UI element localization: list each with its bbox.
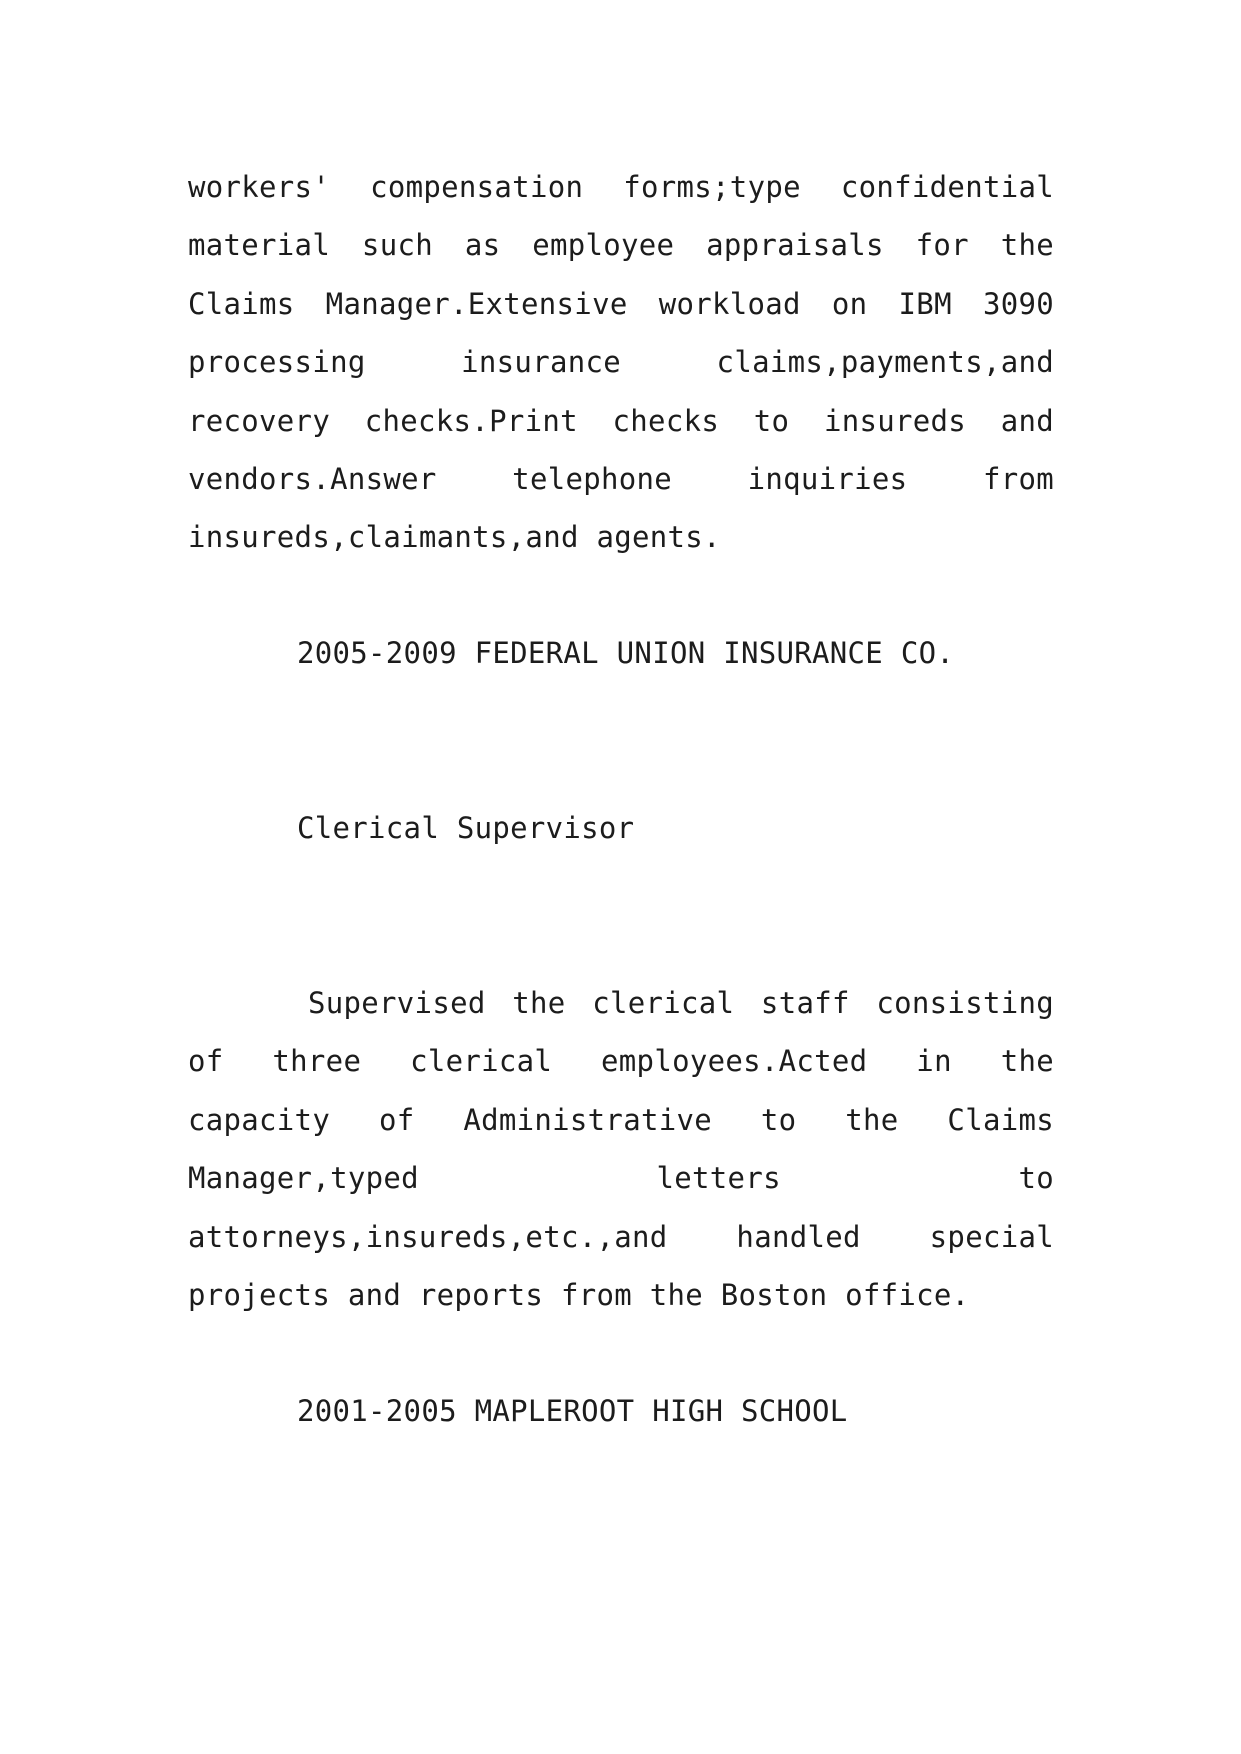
employer-heading: 2005-2009 FEDERAL UNION INSURANCE CO. — [297, 636, 955, 670]
supervisor-duties-paragraph: Supervised the clerical staff consisting of three clerical employees.Acted in the capacity of Administrative to the Claims Manager,typed letters to attorneys,insureds,etc.,and handled special projects and reports from the Boston office. — [188, 986, 1054, 1313]
job-duties-paragraph: workers' compensation forms;type confidential material such as employee appraisals for the Claims Manager.Extensive workload on IBM 3090 processing insurance claims,payments,and recovery checks.Print checks to insureds and vendors.Answer telephone inquiries from insureds,claimants,and agents. — [188, 170, 1054, 555]
job-title: Clerical Supervisor — [297, 811, 635, 845]
education-heading: 2001-2005 MAPLEROOT HIGH SCHOOL — [297, 1394, 848, 1428]
